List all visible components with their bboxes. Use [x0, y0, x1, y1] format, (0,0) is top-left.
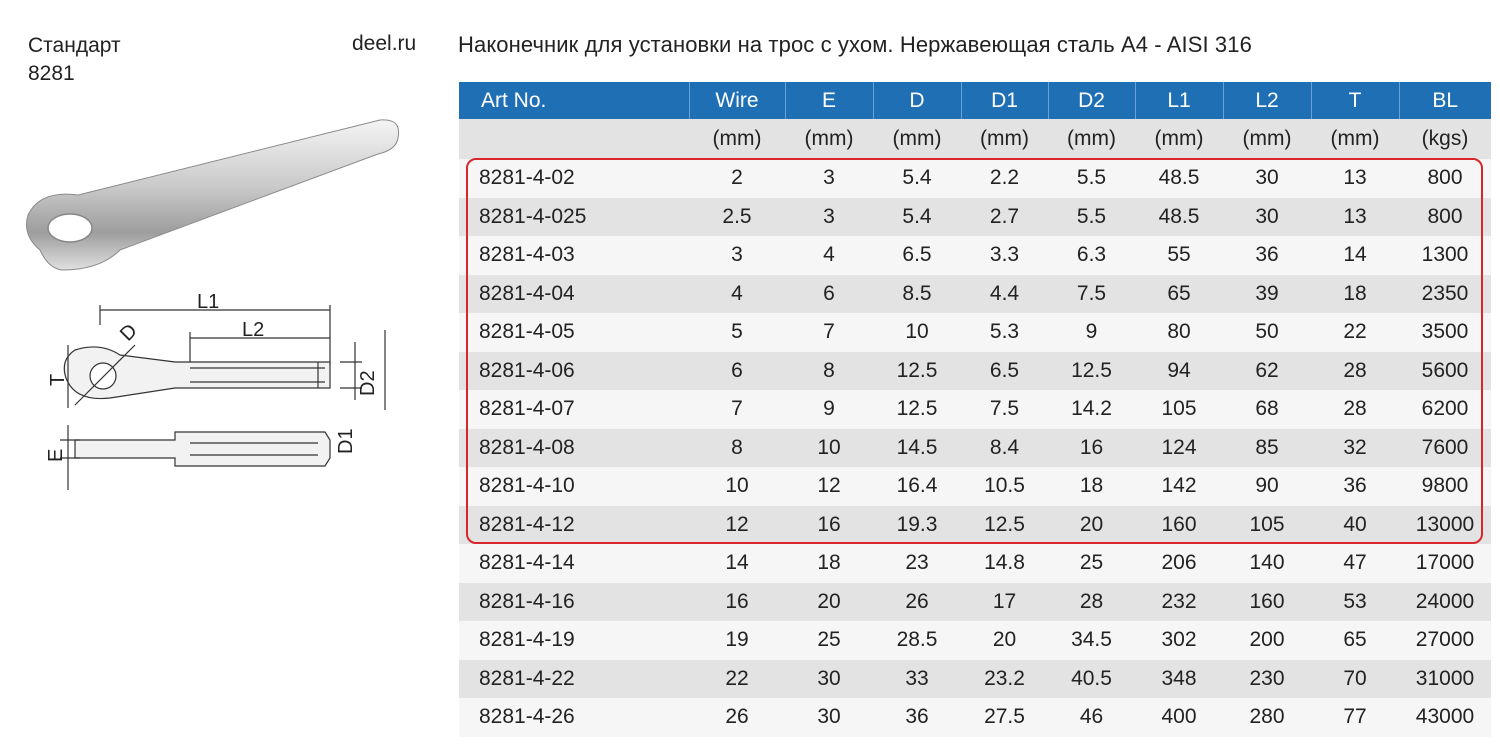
value-cell: 25	[785, 621, 873, 660]
value-cell: 48.5	[1135, 159, 1223, 198]
value-cell: 36	[873, 698, 961, 737]
col-l2: L2	[1223, 82, 1311, 119]
value-cell: 40.5	[1048, 660, 1135, 699]
value-cell: 28	[1048, 583, 1135, 622]
value-cell: 27000	[1399, 621, 1491, 660]
value-cell: 200	[1223, 621, 1311, 660]
value-cell: 10	[785, 429, 873, 468]
value-cell: 26	[689, 698, 785, 737]
header-row	[459, 82, 1491, 119]
value-cell: 10.5	[961, 467, 1048, 506]
value-cell: 62	[1223, 352, 1311, 391]
value-cell: 302	[1135, 621, 1223, 660]
art-no-cell: 8281-4-03	[459, 236, 689, 275]
col-d1: D1	[961, 82, 1048, 119]
value-cell: 9	[1048, 313, 1135, 352]
value-cell: 4	[785, 236, 873, 275]
standard-number: 8281	[28, 62, 75, 85]
value-cell: 17000	[1399, 544, 1491, 583]
art-no-cell: 8281-4-08	[459, 429, 689, 468]
unit-cell: (mm)	[1311, 119, 1399, 159]
table-row	[459, 660, 1491, 699]
value-cell: 53	[1311, 583, 1399, 622]
value-cell: 12.5	[873, 352, 961, 391]
value-cell: 160	[1135, 506, 1223, 545]
value-cell: 9800	[1399, 467, 1491, 506]
standard-label-text: Стандарт	[28, 34, 121, 57]
value-cell: 20	[961, 621, 1048, 660]
site-name: deel.ru	[352, 32, 417, 55]
value-cell: 14.5	[873, 429, 961, 468]
label-l1: L1	[197, 291, 220, 313]
col-t: T	[1311, 82, 1399, 119]
table-row	[459, 544, 1491, 583]
table-row	[459, 198, 1491, 237]
value-cell: 12.5	[961, 506, 1048, 545]
table-row	[459, 313, 1491, 352]
value-cell: 2350	[1399, 275, 1491, 314]
value-cell: 36	[1223, 236, 1311, 275]
unit-cell: (mm)	[1048, 119, 1135, 159]
value-cell: 14.8	[961, 544, 1048, 583]
value-cell: 13000	[1399, 506, 1491, 545]
value-cell: 2.7	[961, 198, 1048, 237]
unit-cell: (mm)	[873, 119, 961, 159]
value-cell: 32	[1311, 429, 1399, 468]
col-bl: BL	[1399, 82, 1491, 119]
value-cell: 65	[1311, 621, 1399, 660]
unit-cell: (mm)	[961, 119, 1048, 159]
value-cell: 348	[1135, 660, 1223, 699]
page-title: Наконечник для установки на трос с ухом. Нержавеющая сталь A4 - AISI 316	[458, 32, 1252, 57]
art-no-cell: 8281-4-025	[459, 198, 689, 237]
value-cell: 80	[1135, 313, 1223, 352]
value-cell: 12.5	[1048, 352, 1135, 391]
value-cell: 105	[1223, 506, 1311, 545]
value-cell: 27.5	[961, 698, 1048, 737]
value-cell: 19.3	[873, 506, 961, 545]
value-cell: 5.3	[961, 313, 1048, 352]
value-cell: 33	[873, 660, 961, 699]
value-cell: 6	[689, 352, 785, 391]
value-cell: 50	[1223, 313, 1311, 352]
value-cell: 3	[785, 198, 873, 237]
art-no-cell: 8281-4-14	[459, 544, 689, 583]
value-cell: 4.4	[961, 275, 1048, 314]
value-cell: 77	[1311, 698, 1399, 737]
value-cell: 400	[1135, 698, 1223, 737]
value-cell: 14	[689, 544, 785, 583]
value-cell: 10	[873, 313, 961, 352]
value-cell: 160	[1223, 583, 1311, 622]
table-row	[459, 390, 1491, 429]
value-cell: 5.5	[1048, 198, 1135, 237]
value-cell: 230	[1223, 660, 1311, 699]
art-no-cell: 8281-4-12	[459, 506, 689, 545]
value-cell: 124	[1135, 429, 1223, 468]
value-cell: 142	[1135, 467, 1223, 506]
art-no-cell: 8281-4-05	[459, 313, 689, 352]
value-cell: 3.3	[961, 236, 1048, 275]
unit-cell: (mm)	[785, 119, 873, 159]
table-row	[459, 506, 1491, 545]
value-cell: 140	[1223, 544, 1311, 583]
art-no-cell: 8281-4-19	[459, 621, 689, 660]
art-no-cell: 8281-4-07	[459, 390, 689, 429]
value-cell: 34.5	[1048, 621, 1135, 660]
specification-table	[459, 82, 1491, 737]
col-art-no: Art No.	[459, 82, 689, 119]
table-row	[459, 621, 1491, 660]
value-cell: 43000	[1399, 698, 1491, 737]
value-cell: 2.5	[689, 198, 785, 237]
value-cell: 6.3	[1048, 236, 1135, 275]
value-cell: 94	[1135, 352, 1223, 391]
value-cell: 16	[1048, 429, 1135, 468]
art-no-cell: 8281-4-06	[459, 352, 689, 391]
value-cell: 46	[1048, 698, 1135, 737]
art-no-cell: 8281-4-26	[459, 698, 689, 737]
value-cell: 13	[1311, 159, 1399, 198]
label-e: E	[45, 448, 67, 462]
value-cell: 17	[961, 583, 1048, 622]
eye-terminal-photo	[27, 120, 399, 270]
value-cell: 25	[1048, 544, 1135, 583]
value-cell: 28	[1311, 390, 1399, 429]
unit-cell: (mm)	[1223, 119, 1311, 159]
value-cell: 40	[1311, 506, 1399, 545]
value-cell: 9	[785, 390, 873, 429]
value-cell: 16	[689, 583, 785, 622]
col-d2: D2	[1048, 82, 1135, 119]
value-cell: 68	[1223, 390, 1311, 429]
value-cell: 6	[785, 275, 873, 314]
value-cell: 22	[1311, 313, 1399, 352]
value-cell: 31000	[1399, 660, 1491, 699]
label-l2: L2	[242, 319, 265, 341]
value-cell: 16.4	[873, 467, 961, 506]
value-cell: 14	[1311, 236, 1399, 275]
art-no-cell: 8281-4-16	[459, 583, 689, 622]
table-row	[459, 275, 1491, 314]
table-row	[459, 159, 1491, 198]
unit-cell: (mm)	[689, 119, 785, 159]
table-row	[459, 429, 1491, 468]
value-cell: 3500	[1399, 313, 1491, 352]
table-row	[459, 583, 1491, 622]
value-cell: 19	[689, 621, 785, 660]
value-cell: 232	[1135, 583, 1223, 622]
value-cell: 12.5	[873, 390, 961, 429]
value-cell: 2	[689, 159, 785, 198]
value-cell: 14.2	[1048, 390, 1135, 429]
value-cell: 16	[785, 506, 873, 545]
value-cell: 23	[873, 544, 961, 583]
value-cell: 800	[1399, 159, 1491, 198]
value-cell: 8.4	[961, 429, 1048, 468]
value-cell: 90	[1223, 467, 1311, 506]
value-cell: 36	[1311, 467, 1399, 506]
value-cell: 12	[785, 467, 873, 506]
value-cell: 23.2	[961, 660, 1048, 699]
unit-cell: (mm)	[1135, 119, 1223, 159]
table-row	[459, 352, 1491, 391]
value-cell: 7	[785, 313, 873, 352]
value-cell: 8.5	[873, 275, 961, 314]
value-cell: 3	[785, 159, 873, 198]
value-cell: 4	[689, 275, 785, 314]
value-cell: 28	[1311, 352, 1399, 391]
value-cell: 800	[1399, 198, 1491, 237]
value-cell: 12	[689, 506, 785, 545]
product-illustration	[0, 110, 430, 510]
value-cell: 1300	[1399, 236, 1491, 275]
value-cell: 20	[1048, 506, 1135, 545]
value-cell: 7	[689, 390, 785, 429]
value-cell: 30	[1223, 198, 1311, 237]
col-wire: Wire	[689, 82, 785, 119]
value-cell: 24000	[1399, 583, 1491, 622]
art-no-cell: 8281-4-10	[459, 467, 689, 506]
unit-cell: (kgs)	[1399, 119, 1491, 159]
value-cell: 30	[1223, 159, 1311, 198]
value-cell: 85	[1223, 429, 1311, 468]
value-cell: 22	[689, 660, 785, 699]
label-d1: D1	[335, 428, 357, 454]
value-cell: 5.4	[873, 198, 961, 237]
value-cell: 6200	[1399, 390, 1491, 429]
value-cell: 39	[1223, 275, 1311, 314]
value-cell: 280	[1223, 698, 1311, 737]
value-cell: 70	[1311, 660, 1399, 699]
value-cell: 5.5	[1048, 159, 1135, 198]
value-cell: 28.5	[873, 621, 961, 660]
value-cell: 8	[785, 352, 873, 391]
label-t: T	[47, 373, 69, 386]
value-cell: 5.4	[873, 159, 961, 198]
value-cell: 5600	[1399, 352, 1491, 391]
standard-label	[28, 32, 121, 88]
value-cell: 7.5	[961, 390, 1048, 429]
col-d: D	[873, 82, 961, 119]
col-l1: L1	[1135, 82, 1223, 119]
table-row	[459, 236, 1491, 275]
art-no-cell: 8281-4-02	[459, 159, 689, 198]
value-cell: 7.5	[1048, 275, 1135, 314]
value-cell: 47	[1311, 544, 1399, 583]
value-cell: 18	[1048, 467, 1135, 506]
table-row	[459, 467, 1491, 506]
value-cell: 55	[1135, 236, 1223, 275]
value-cell: 13	[1311, 198, 1399, 237]
value-cell: 3	[689, 236, 785, 275]
label-d2: D2	[357, 370, 379, 396]
table-row	[459, 698, 1491, 737]
technical-drawing	[60, 305, 385, 490]
value-cell: 30	[785, 698, 873, 737]
value-cell: 6.5	[873, 236, 961, 275]
art-no-cell: 8281-4-04	[459, 275, 689, 314]
value-cell: 48.5	[1135, 198, 1223, 237]
value-cell: 2.2	[961, 159, 1048, 198]
value-cell: 20	[785, 583, 873, 622]
value-cell: 18	[1311, 275, 1399, 314]
value-cell: 26	[873, 583, 961, 622]
value-cell: 7600	[1399, 429, 1491, 468]
value-cell: 30	[785, 660, 873, 699]
value-cell: 18	[785, 544, 873, 583]
units-row	[459, 119, 1491, 159]
unit-cell	[459, 119, 689, 159]
value-cell: 6.5	[961, 352, 1048, 391]
label-d: D	[115, 319, 142, 346]
art-no-cell: 8281-4-22	[459, 660, 689, 699]
value-cell: 10	[689, 467, 785, 506]
col-e: E	[785, 82, 873, 119]
value-cell: 206	[1135, 544, 1223, 583]
value-cell: 8	[689, 429, 785, 468]
value-cell: 5	[689, 313, 785, 352]
value-cell: 65	[1135, 275, 1223, 314]
value-cell: 105	[1135, 390, 1223, 429]
